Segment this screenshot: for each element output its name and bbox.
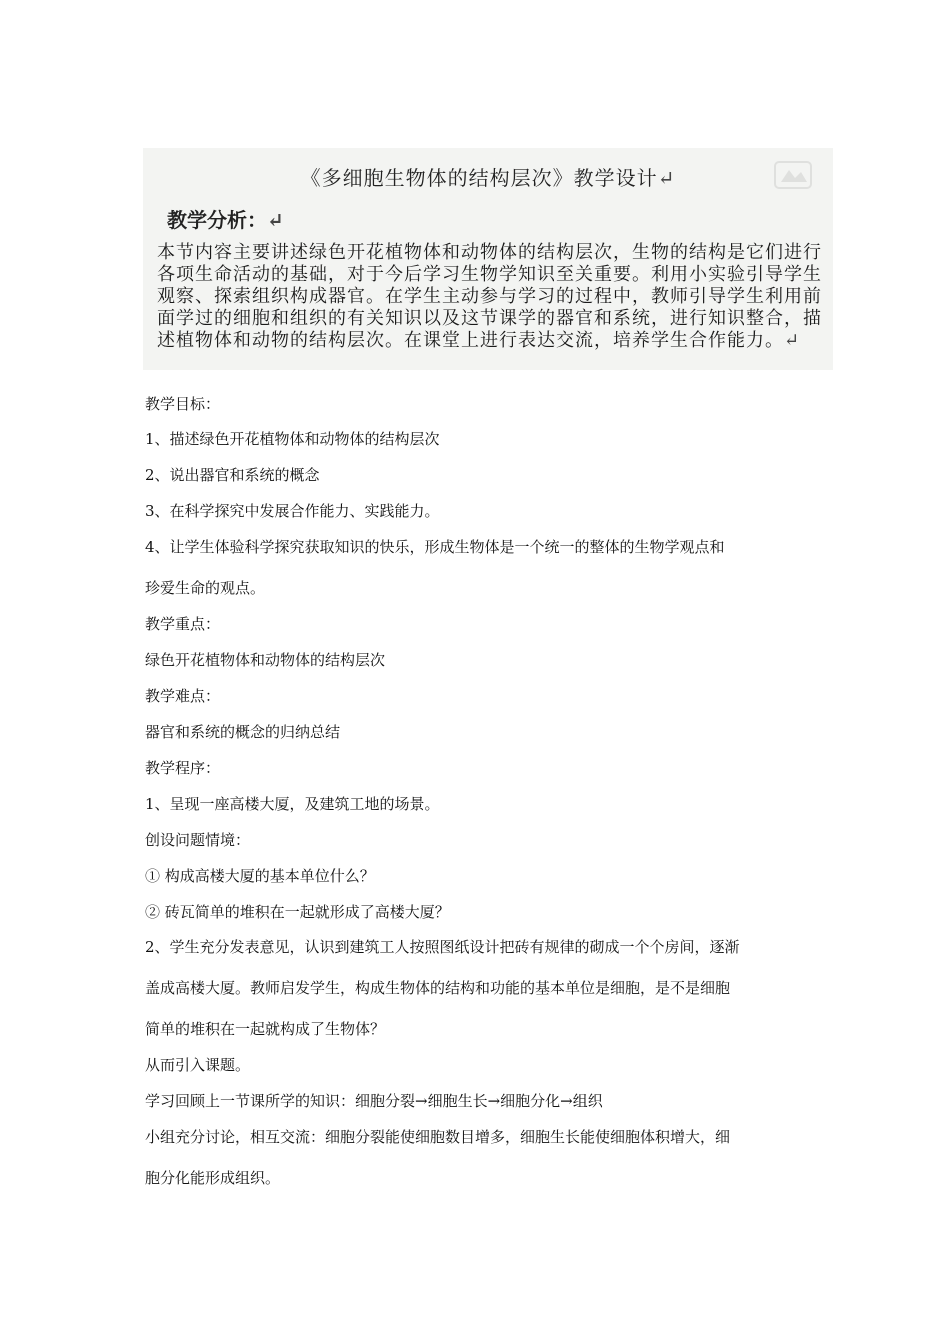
difficulty: 器官和系统的概念的归纳总结 xyxy=(145,723,341,741)
objective-3: 3、在科学探究中发展合作能力、实践能力。 xyxy=(145,502,440,520)
key-point: 绿色开花植物体和动物体的结构层次 xyxy=(145,651,386,669)
heading-objectives: 教学目标： xyxy=(145,395,221,413)
review-previous-lesson: 学习回顾上一节课所学的知识：细胞分裂→细胞生长→细胞分化→组织 xyxy=(145,1092,603,1110)
question-1: ① 构成高楼大厦的基本单位什么？ xyxy=(145,867,375,885)
question-2: ② 砖瓦简单的堆积在一起就形成了高楼大厦？ xyxy=(145,903,450,921)
group-discussion-line-2: 胞分化能形成组织。 xyxy=(145,1169,281,1187)
document-title: 《多细胞生物体的结构层次》教学设计↵ xyxy=(300,166,676,190)
objective-1: 1、描述绿色开花植物体和动物体的结构层次 xyxy=(145,430,440,448)
group-discussion-line-1: 小组充分讨论，相互交流：细胞分裂能使细胞数目增多，细胞生长能使细胞体积增大，细 xyxy=(145,1128,731,1146)
procedure-step-1: 1、呈现一座高楼大厦，及建筑工地的场景。 xyxy=(145,795,440,813)
objective-2: 2、说出器官和系统的概念 xyxy=(145,466,320,484)
objective-4-line-2: 珍爱生命的观点。 xyxy=(145,579,266,597)
analysis-paragraph: 本节内容主要讲述绿色开花植物体和动物体的结构层次，生物的结构是它们进行各项生命活动的基础，对于今后学习生物学知识至关重要。利用小实验引导学生观察、探索组织构成器官。在学生主动参与学习的过程中，教师引导学生利用前面学过的细胞和组织的有关知识以及这节课学的器官和系统，进行知识整合，描述植物体和动物的结构层次。在课堂上进行表达交流，培养学生合作能力。↵ xyxy=(157,242,822,351)
introduce-topic: 从而引入课题。 xyxy=(145,1056,251,1074)
objective-4-line-1: 4、让学生体验科学探究获取知识的快乐，形成生物体是一个统一的整体的生物学观点和 xyxy=(145,538,725,556)
section-heading-analysis: 教学分析：↵ xyxy=(167,208,284,232)
return-mark-icon: ↵ xyxy=(267,208,284,232)
header-image xyxy=(143,148,833,370)
procedure-step-2-line-1: 2、学生充分发表意见，认识到建筑工人按照图纸设计把砖有规律的砌成一个个房间，逐渐 xyxy=(145,938,740,956)
return-mark-icon: ↵ xyxy=(657,166,676,190)
heading-procedure: 教学程序： xyxy=(145,759,221,777)
heading-key-points: 教学重点： xyxy=(145,615,221,633)
return-mark-icon: ↵ xyxy=(784,330,801,351)
heading-difficulties: 教学难点： xyxy=(145,687,221,705)
procedure-step-2-line-3: 简单的堆积在一起就构成了生物体？ xyxy=(145,1020,386,1038)
procedure-step-2-line-2: 盖成高楼大厦。教师启发学生，构成生物体的结构和功能的基本单位是细胞，是不是细胞 xyxy=(145,979,731,997)
problem-situation-heading: 创设问题情境： xyxy=(145,831,251,849)
